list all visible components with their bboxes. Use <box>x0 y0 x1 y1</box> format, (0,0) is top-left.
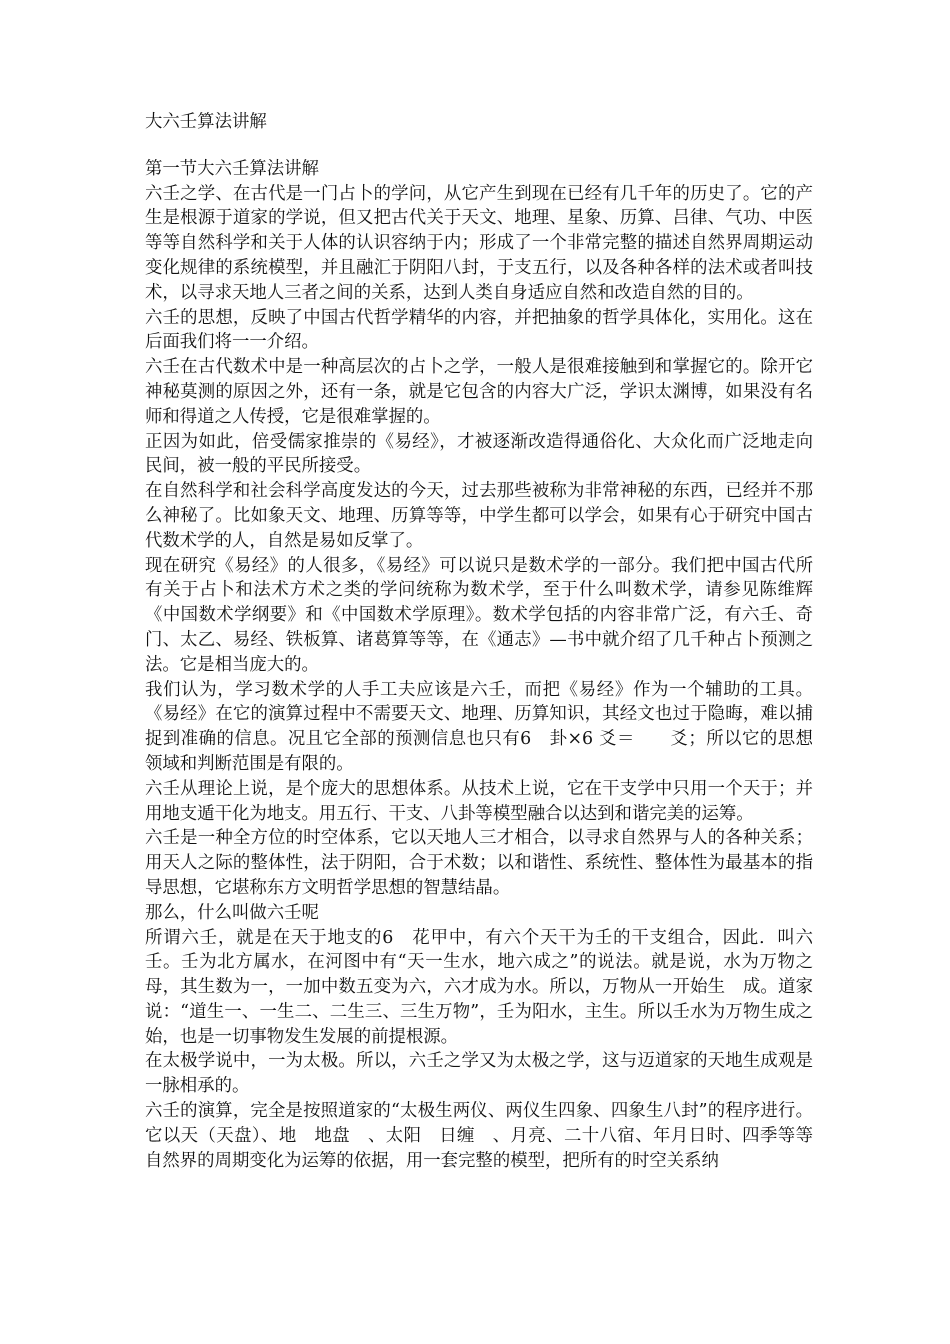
paragraph: 六壬之学、在古代是一门占卜的学问，从它产生到现在已经有几千年的历史了。它的产生是根源于道家的学说，但又把古代关于天文、地理、星象、历算、吕律、气功、中医等等自然科学和关于人体的认识容纳于内；形成了一个非常完整的描述自然界周期运动变化规律的系统模型，并且融汇于阴阳八封，于支五行，以及各种各样的法术或者叫技术，以寻求天地人三者之间的关系，达到人类自身适应自然和改造自然的目的。 <box>145 183 813 303</box>
paragraph: 六壬从理论上说，是个庞大的思想体系。从技术上说，它在干支学中只用一个天于；并用地支遁干化为地支。用五行、干支、八卦等模型融合以达到和谐完美的运筹。 <box>145 778 813 824</box>
paragraph: 在自然科学和社会科学高度发达的今天，过去那些被称为非常神秘的东西，已经并不那么神秘了。比如象天文、地理、历算等等，中学生都可以学会，如果有心于研究中国古代数术学的人，自然是易如反掌了。 <box>145 481 813 551</box>
paragraph: 正因为如此，倍受儒家推崇的《易经》，才被逐渐改造得通俗化、大众化而广泛地走向民间，被一般的平民所接受。 <box>145 431 813 477</box>
paragraph: 我们认为，学习数术学的人手工夫应该是六壬，而把《易经》作为一个辅助的工具。《易经》在它的演算过程中不需要天文、地理、历算知识，其经文也过于隐晦，难以捕捉到准确的信息。况且它全部的预测信息也只有6 卦×6 爻＝ 爻；所以它的思想领域和判断范围是有限的。 <box>145 679 813 774</box>
section-heading: 第一节大六壬算法讲解 <box>145 158 319 179</box>
paragraph: 六壬的演算，完全是按照道家的“太极生两仪、两仪生四象、四象生八封”的程序进行。它以天（天盘）、地 地盘 、太阳 日缠 、月亮、二十八宿、年月日时、四季等等自然界的周期变化为运筹的依据，用一套完整的模型，把所有的时空关系纳 <box>145 1101 813 1171</box>
document-title: 大六壬算法讲解 <box>145 112 267 132</box>
paragraph: 六壬在古代数术中是一种高层次的占卜之学，一般人是很难接触到和掌握它的。除开它神秘莫测的原因之外，还有一条，就是它包含的内容大广泛，学识太渊博，如果没有名师和得道之人传授，它是很难掌握的。 <box>145 357 813 427</box>
document-page <box>145 110 813 1173</box>
document-body <box>145 157 813 1174</box>
paragraph: 现在研究《易经》的人很多，《易经》可以说只是数术学的一部分。我们把中国古代所有关于占卜和法术方术之类的学问统称为数术学，至于什么叫数术学，请参见陈维辉《中国数术学纲要》和《中国数术学原理》。数术学包括的内容非常广泛，有六壬、奇门、太乙、易经、铁板算、诸葛算等等，在《通志》—书中就介绍了几千种占卜预测之法。它是相当庞大的。 <box>145 555 813 675</box>
paragraph: 六壬的思想，反映了中国古代哲学精华的内容，并把抽象的哲学具体化，实用化。这在后面我们将一一介绍。 <box>145 307 813 353</box>
paragraph: 所谓六壬，就是在天于地支的6 花甲中，有六个天干为壬的干支组合，因此．叫六壬。壬为北方属水，在河图中有“天一生水，地六成之”的说法。就是说，水为万物之母，其生数为一，一加中数五变为六，六才成为水。所以，万物从一开始生 成。道家说：“道生一、一生二、二生三、三生万物”，壬为阳水，主生。所以壬水为万物生成之始，也是一切事物发生发展的前提根源。 <box>145 927 813 1047</box>
paragraph: 六壬是一种全方位的时空体系，它以天地人三才相合，以寻求自然界与人的各种关系；用天人之际的整体性，法于阴阳，合于术数；以和谐性、系统性、整体性为最基本的指导思想，它堪称东方文明哲学思想的智慧结晶。 <box>145 828 813 898</box>
paragraph: 在太极学说中，一为太极。所以，六壬之学又为太极之学，这与迈道家的天地生成观是一脉相承的。 <box>145 1051 813 1097</box>
paragraph: 那么，什么叫做六壬呢 <box>145 902 319 923</box>
